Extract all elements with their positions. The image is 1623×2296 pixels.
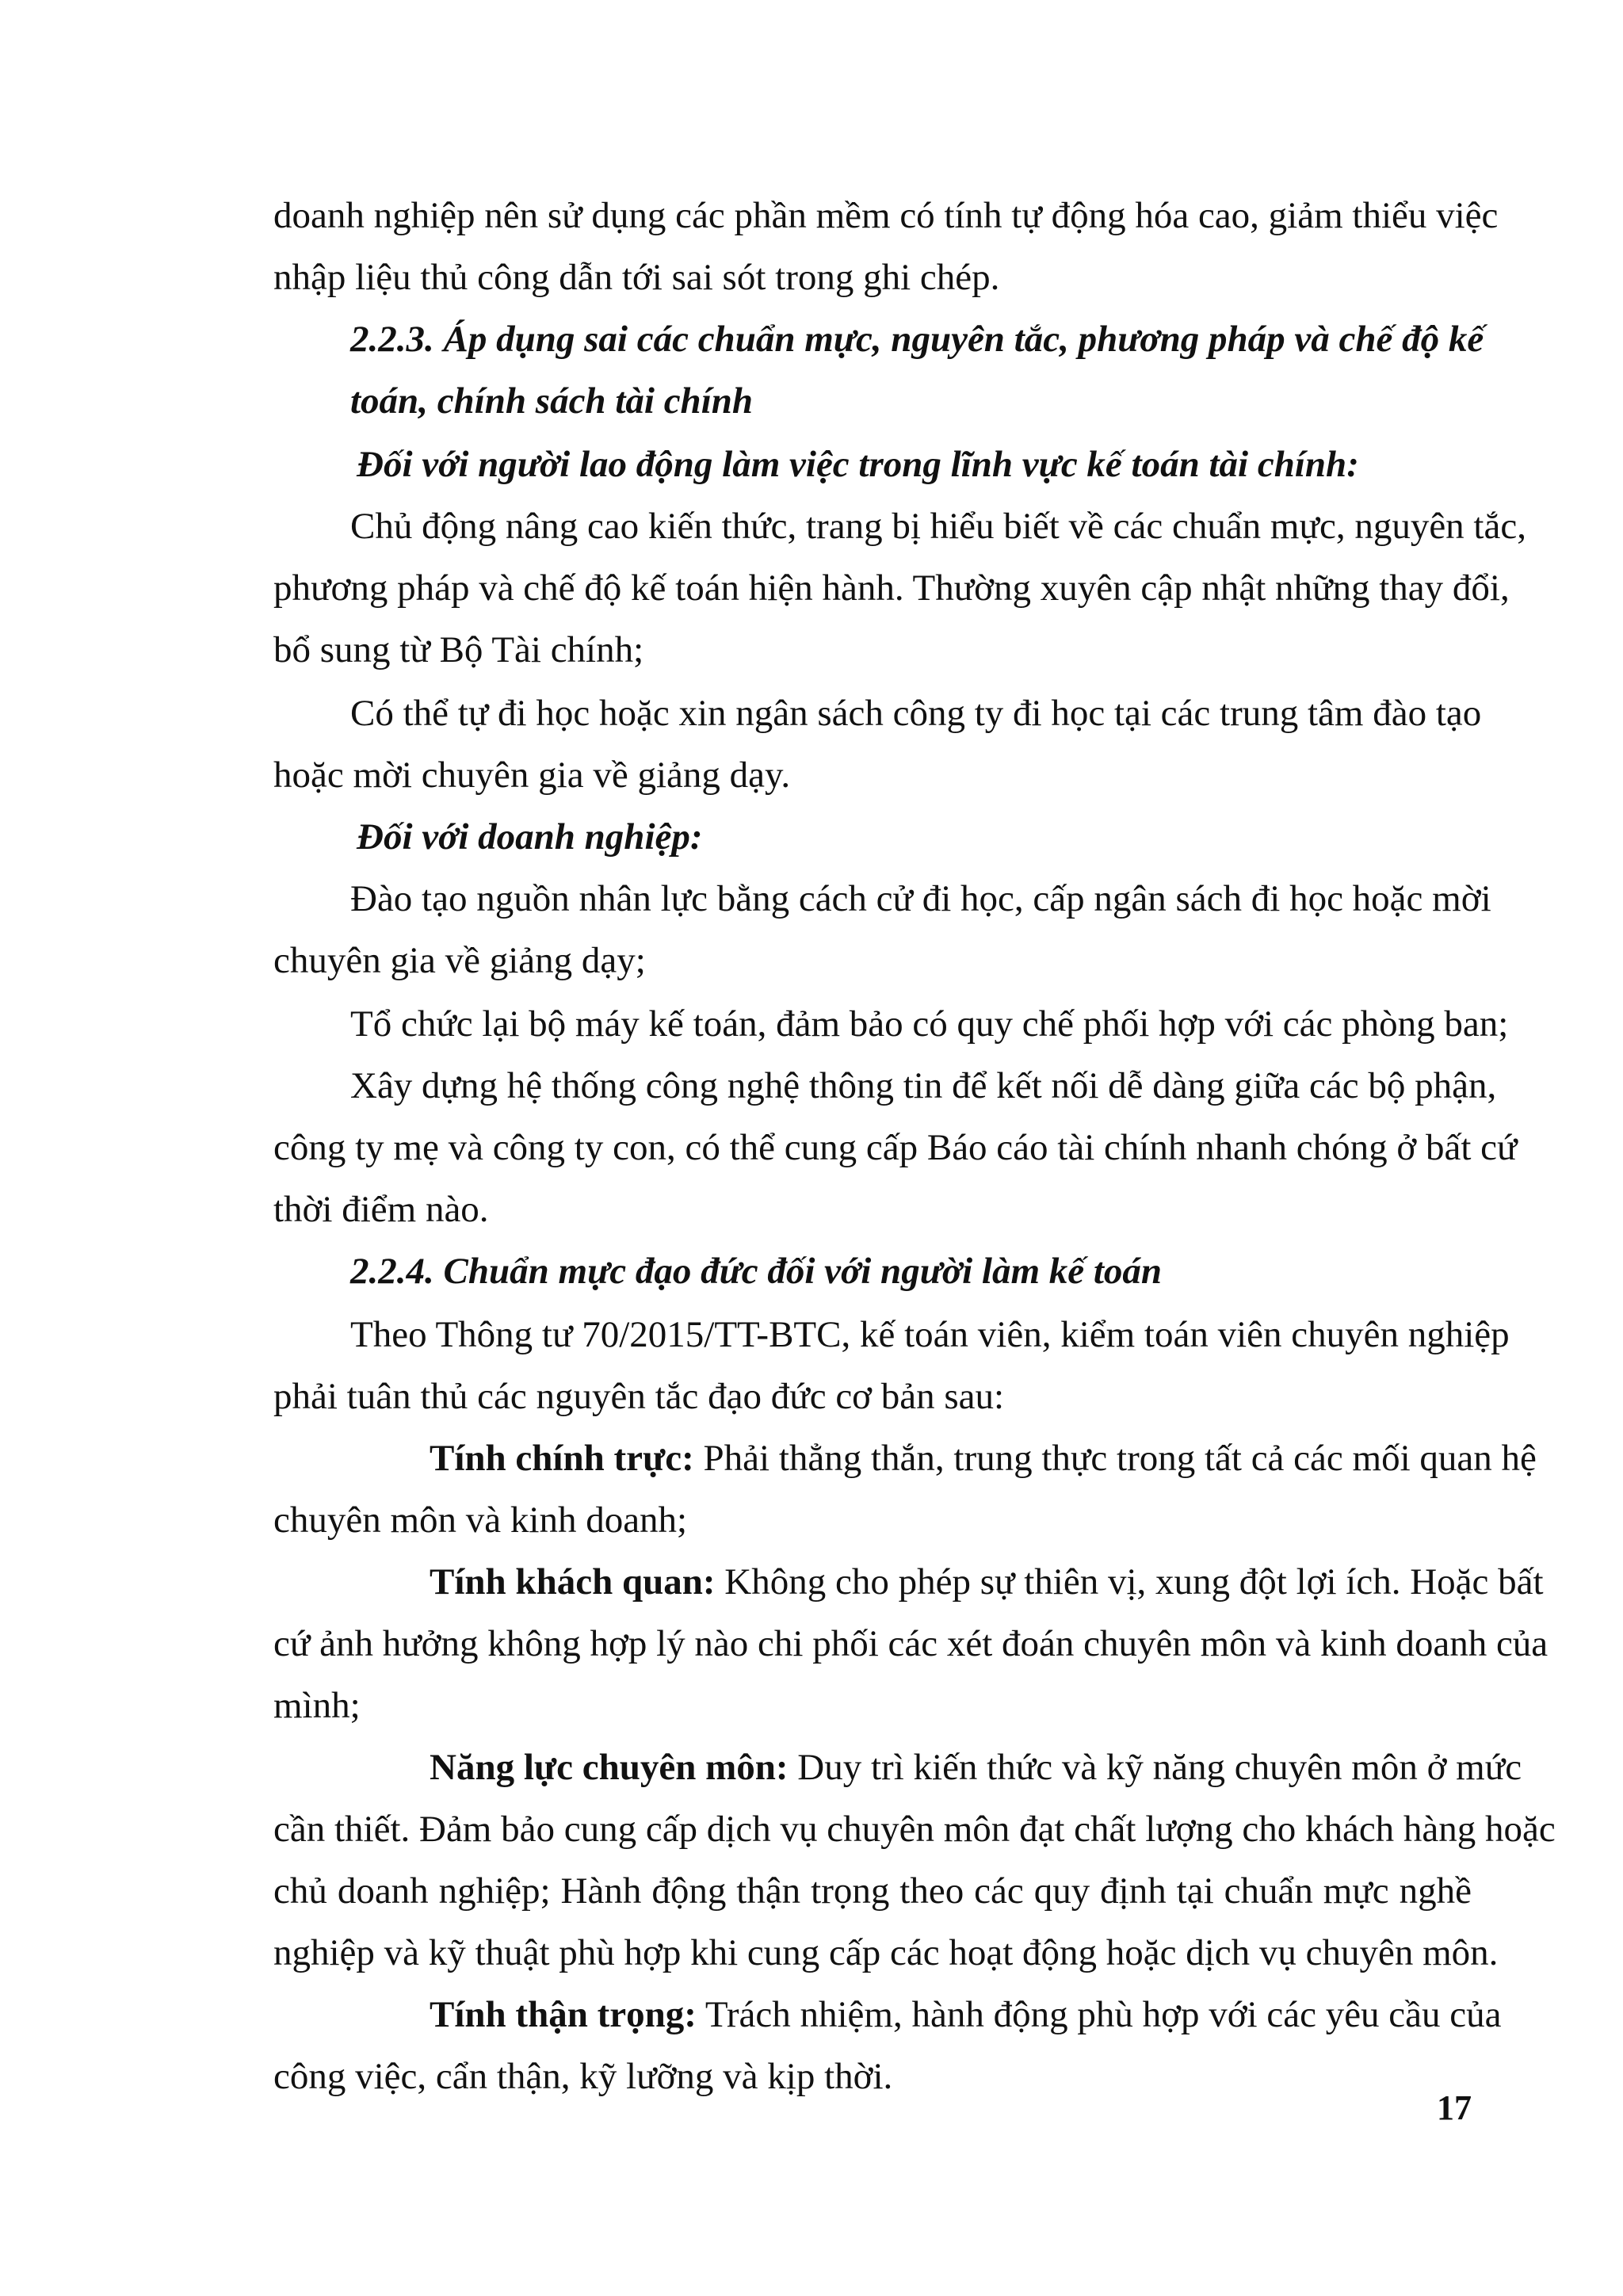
section-heading-2-2-3: 2.2.3. Áp dụng sai các chuẩn mực, nguyên tắc, phương pháp và chế độ kế [350, 319, 1484, 360]
subheading-enterprises: Đối với doanh nghiệp: [357, 816, 703, 858]
body-text-line: Tổ chức lại bộ máy kế toán, đảm bảo có quy chế phối hợp với các phòng ban; [350, 1003, 1509, 1045]
body-text-line: chuyên gia về giảng dạy; [273, 940, 646, 981]
principle-text: Phải thẳng thắn, trung thực trong tất cả các mối quan hệ [693, 1438, 1537, 1479]
principle-term: Năng lực chuyên môn: [430, 1747, 789, 1788]
principle-term: Tính thận trọng: [430, 1994, 697, 2035]
principle-text: Trách nhiệm, hành động phù hợp với các yêu cầu của [696, 1994, 1502, 2035]
body-text-line: nhập liệu thủ công dẫn tới sai sót trong ghi chép. [273, 257, 1000, 298]
principle-term: Tính khách quan: [430, 1561, 716, 1603]
principle-term: Tính chính trực: [430, 1438, 694, 1479]
section-heading-2-2-4: 2.2.4. Chuẩn mực đạo đức đối với người làm kế toán [350, 1251, 1163, 1292]
principle-integrity [430, 1435, 1537, 1482]
principle-competence [430, 1744, 1522, 1791]
principle-text: Không cho phép sự thiên vị, xung đột lợi ích. Hoặc bất [715, 1561, 1544, 1603]
body-text-line: phương pháp và chế độ kế toán hiện hành. Thường xuyên cập nhật những thay đổi, [273, 567, 1510, 609]
section-heading-2-2-3-cont: toán, chính sách tài chính [350, 380, 754, 422]
body-text-line: Chủ động nâng cao kiến thức, trang bị hiểu biết về các chuẩn mực, nguyên tắc, [350, 506, 1526, 547]
body-text-line: Xây dựng hệ thống công nghệ thông tin để kết nối dễ dàng giữa các bộ phận, [350, 1065, 1497, 1106]
principle-text: Duy trì kiến thức và kỹ năng chuyên môn ở mức [788, 1747, 1522, 1788]
principle-prudence [430, 1991, 1502, 2038]
body-text-line: chuyên môn và kinh doanh; [273, 1499, 688, 1541]
page-number: 17 [1437, 2088, 1472, 2127]
principle-objectivity [430, 1558, 1544, 1606]
body-text-line: thời điểm nào. [273, 1189, 489, 1230]
body-text-line: công việc, cẩn thận, kỹ lưỡng và kịp thời. [273, 2056, 893, 2097]
body-text-line: Theo Thông tư 70/2015/TT-BTC, kế toán viên, kiểm toán viên chuyên nghiệp [350, 1314, 1510, 1355]
body-text-line: mình; [273, 1685, 361, 1726]
subheading-employees: Đối với người lao động làm việc trong lĩnh vực kế toán tài chính: [357, 444, 1359, 485]
body-text-line: cần thiết. Đảm bảo cung cấp dịch vụ chuyên môn đạt chất lượng cho khách hàng hoặc [273, 1809, 1556, 1850]
body-text-line: công ty mẹ và công ty con, có thể cung cấp Báo cáo tài chính nhanh chóng ở bất cứ [273, 1127, 1518, 1168]
body-text-line: Đào tạo nguồn nhân lực bằng cách cử đi học, cấp ngân sách đi học hoặc mời [350, 878, 1491, 919]
body-text-line: hoặc mời chuyên gia về giảng dạy. [273, 755, 791, 796]
body-text-line: Có thể tự đi học hoặc xin ngân sách công ty đi học tại các trung tâm đào tạo [350, 693, 1482, 734]
body-text-line: phải tuân thủ các nguyên tắc đạo đức cơ bản sau: [273, 1376, 1005, 1417]
body-text-line: nghiệp và kỹ thuật phù hợp khi cung cấp các hoạt động hoặc dịch vụ chuyên môn. [273, 1932, 1499, 1973]
body-text-line: doanh nghiệp nên sử dụng các phần mềm có tính tự động hóa cao, giảm thiểu việc [273, 195, 1499, 236]
body-text-line: bổ sung từ Bộ Tài chính; [273, 629, 644, 670]
body-text-line: cứ ảnh hưởng không hợp lý nào chi phối các xét đoán chuyên môn và kinh doanh của [273, 1623, 1549, 1664]
body-text-line: chủ doanh nghiệp; Hành động thận trọng theo các quy định tại chuẩn mực nghề [273, 1870, 1472, 1912]
